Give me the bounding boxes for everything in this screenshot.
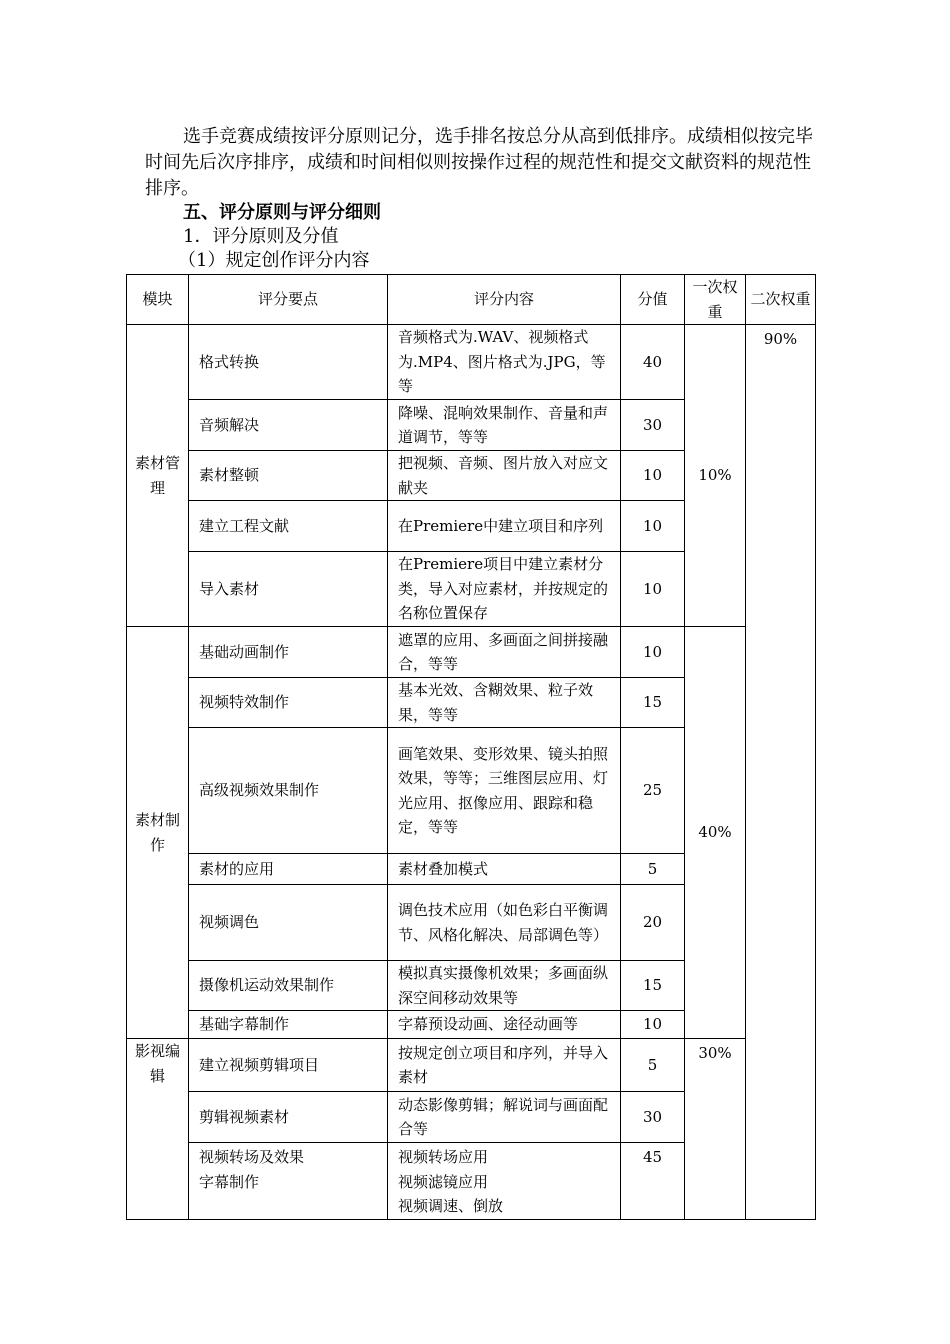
sub-heading: 1．评分原则及分值 bbox=[183, 226, 339, 247]
content-cell: 字幕预设动画、途径动画等 bbox=[388, 1011, 621, 1039]
score-cell: 5 bbox=[621, 1039, 685, 1092]
score-cell: 15 bbox=[621, 678, 685, 728]
score-cell: 10 bbox=[621, 552, 685, 627]
header-weight1: 一次权重 bbox=[685, 275, 746, 325]
content-cell: 把视频、音频、图片放入对应文献夹 bbox=[388, 451, 621, 501]
table-row bbox=[127, 627, 816, 678]
point-cell: 基础动画制作 bbox=[189, 627, 388, 678]
content-cell: 在Premiere中建立项目和序列 bbox=[388, 501, 621, 552]
point-cell: 建立视频剪辑项目 bbox=[189, 1039, 388, 1092]
point-cell: 剪辑视频素材 bbox=[189, 1092, 388, 1143]
header-module: 模块 bbox=[127, 275, 189, 325]
content-cell: 视频转场应用 视频滤镜应用 视频调速、倒放 bbox=[388, 1143, 621, 1220]
weight1-cell: 40% bbox=[685, 627, 746, 1039]
point-cell: 建立工程文献 bbox=[189, 501, 388, 552]
module-cell: 素材管理 bbox=[127, 325, 189, 627]
point-cell: 视频转场及效果 字幕制作 bbox=[189, 1143, 388, 1220]
score-cell: 30 bbox=[621, 400, 685, 451]
point-cell: 格式转换 bbox=[189, 325, 388, 400]
module-cell: 影视编辑 bbox=[127, 1039, 189, 1220]
content-cell: 按规定创立项目和序列，并导入素材 bbox=[388, 1039, 621, 1092]
table-caption: （1）规定创作评分内容 bbox=[178, 250, 370, 271]
table-row bbox=[127, 1039, 816, 1092]
intro-paragraph: 选手竞赛成绩按评分原则记分，选手排名按总分从高到低排序。成绩相似按完毕时间先后次序排序，成绩和时间相似则按操作过程的规范性和提交文献资料的规范性排序。 bbox=[145, 126, 813, 199]
header-score: 分值 bbox=[621, 275, 685, 325]
content-cell: 调色技术应用（如色彩白平衡调节、风格化解决、局部调色等） bbox=[388, 885, 621, 961]
point-cell: 视频调色 bbox=[189, 885, 388, 961]
table-row bbox=[127, 325, 816, 400]
header-weight2: 二次权重 bbox=[746, 275, 816, 325]
point-cell: 音频解决 bbox=[189, 400, 388, 451]
module-cell: 素材制作 bbox=[127, 627, 189, 1039]
content-cell: 动态影像剪辑；解说词与画面配合等 bbox=[388, 1092, 621, 1143]
content-cell: 模拟真实摄像机效果；多画面纵深空间移动效果等 bbox=[388, 961, 621, 1011]
content-cell: 音频格式为.WAV、视频格式为.MP4、图片格式为.JPG，等等 bbox=[388, 325, 621, 400]
score-cell: 40 bbox=[621, 325, 685, 400]
score-cell: 10 bbox=[621, 627, 685, 678]
section-heading: 五、评分原则与评分细则 bbox=[183, 202, 381, 223]
point-cell: 高级视频效果制作 bbox=[189, 728, 388, 854]
content-cell: 基本光效、含糊效果、粒子效果，等等 bbox=[388, 678, 621, 728]
header-point: 评分要点 bbox=[189, 275, 388, 325]
content-cell: 在Premiere项目中建立素材分类，导入对应素材，并按规定的名称位置保存 bbox=[388, 552, 621, 627]
score-cell: 5 bbox=[621, 854, 685, 885]
point-cell: 摄像机运动效果制作 bbox=[189, 961, 388, 1011]
table-header-row bbox=[127, 275, 816, 325]
point-cell: 视频特效制作 bbox=[189, 678, 388, 728]
point-cell: 基础字幕制作 bbox=[189, 1011, 388, 1039]
content-cell: 降噪、混响效果制作、音量和声道调节，等等 bbox=[388, 400, 621, 451]
weight1-cell: 10% bbox=[685, 325, 746, 627]
score-cell: 10 bbox=[621, 501, 685, 552]
content-cell: 遮罩的应用、多画面之间拼接融合，等等 bbox=[388, 627, 621, 678]
score-cell: 25 bbox=[621, 728, 685, 854]
score-cell: 45 bbox=[621, 1143, 685, 1220]
content-cell: 素材叠加模式 bbox=[388, 854, 621, 885]
score-cell: 20 bbox=[621, 885, 685, 961]
scoring-table bbox=[126, 274, 816, 1220]
header-content: 评分内容 bbox=[388, 275, 621, 325]
point-cell: 素材整顿 bbox=[189, 451, 388, 501]
weight1-cell: 30% bbox=[685, 1039, 746, 1220]
point-cell: 导入素材 bbox=[189, 552, 388, 627]
score-cell: 30 bbox=[621, 1092, 685, 1143]
weight2-cell: 90% bbox=[746, 325, 816, 1220]
point-cell: 素材的应用 bbox=[189, 854, 388, 885]
content-cell: 画笔效果、变形效果、镜头拍照效果，等等；三维图层应用、灯光应用、抠像应用、跟踪和稳定，等等 bbox=[388, 728, 621, 854]
score-cell: 15 bbox=[621, 961, 685, 1011]
score-cell: 10 bbox=[621, 451, 685, 501]
score-cell: 10 bbox=[621, 1011, 685, 1039]
